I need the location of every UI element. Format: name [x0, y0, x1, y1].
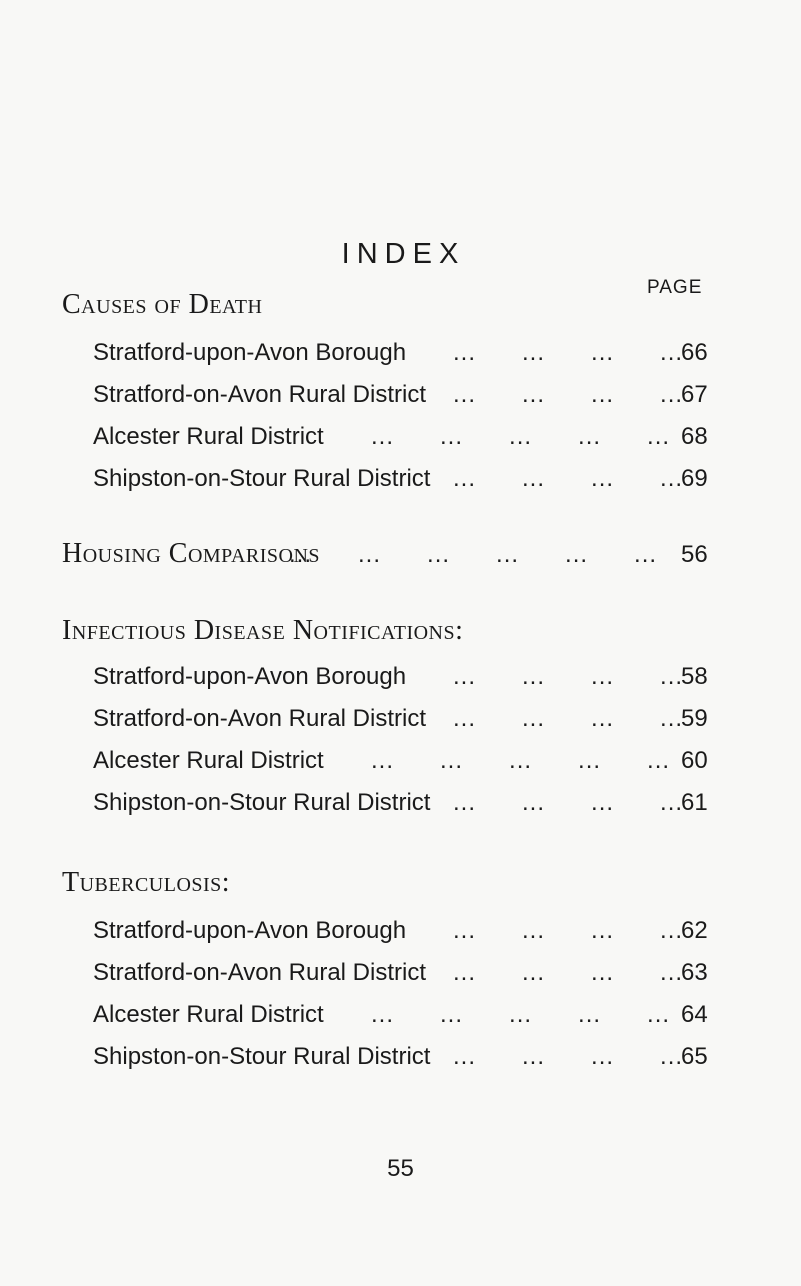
leader-dots: ... ... ... ...: [453, 465, 684, 492]
index-entry: [0, 1001, 801, 1041]
entry-page-number: 68: [681, 423, 708, 450]
index-entry: [0, 381, 801, 421]
entry-page-number: 62: [681, 917, 708, 944]
page-column-label: PAGE: [647, 277, 703, 298]
leader-dots: ... ... ... ...: [453, 917, 684, 944]
entry-page-number: 69: [681, 465, 708, 492]
index-entry: [0, 339, 801, 379]
index-entry: [0, 465, 801, 505]
index-entry: [0, 1043, 801, 1083]
index-entry: [0, 423, 801, 463]
entry-page-number: 60: [681, 747, 708, 774]
leader-dots: ... ... ... ...: [453, 959, 684, 986]
entry-label: Alcester Rural District: [93, 747, 324, 774]
entry-label: Stratford-on-Avon Rural District: [93, 381, 426, 408]
entry-label: Stratford-upon-Avon Borough: [93, 917, 407, 944]
leader-dots: ... ... ... ...: [453, 1043, 684, 1070]
page-folio-number: 55: [387, 1155, 414, 1182]
entry-label: Alcester Rural District: [93, 1001, 324, 1028]
entry-label: Stratford-on-Avon Rural District: [93, 705, 426, 732]
leader-dots: ... ... ... ... ...: [371, 423, 671, 450]
entry-page-number: 59: [681, 705, 708, 732]
leader-dots: ... ... ... ...: [453, 339, 684, 366]
index-entry: [0, 705, 801, 745]
index-entry-housing-comparisons: [0, 538, 801, 581]
entry-page-number: 65: [681, 1043, 708, 1070]
entry-page-number: 63: [681, 959, 708, 986]
entry-label: Stratford-on-Avon Rural District: [93, 959, 426, 986]
index-entry: [0, 663, 801, 703]
section-heading-causes-of-death: Causes of Death: [62, 289, 263, 320]
section-heading-infectious-disease: Infectious Disease Notifications:: [62, 615, 464, 646]
entry-page-number: 58: [681, 663, 708, 690]
index-entry: [0, 959, 801, 999]
index-entry: [0, 747, 801, 787]
leader-dots: ... ... ... ...: [453, 381, 684, 408]
index-entry: [0, 917, 801, 957]
leader-dots: ... ... ... ...: [453, 789, 684, 816]
entry-label: Stratford-upon-Avon Borough: [93, 663, 407, 690]
leader-dots: ... ... ... ... ...: [371, 747, 671, 774]
entry-page-number: 64: [681, 1001, 708, 1028]
leader-dots: ... ... ... ...: [453, 705, 684, 732]
entry-label: Housing Comparisons: [62, 538, 321, 569]
leader-dots: ... ... ... ... ...: [371, 1001, 671, 1028]
leader-dots: ... ... ... ...: [453, 663, 684, 690]
entry-label: Alcester Rural District: [93, 423, 324, 450]
entry-label: Shipston-on-Stour Rural District: [93, 465, 431, 492]
leader-dots: ... ... ... ... ... ...: [289, 541, 658, 568]
entry-page-number: 56: [681, 541, 708, 568]
section-heading-tuberculosis: Tuberculosis:: [62, 867, 231, 898]
page-title: INDEX: [341, 238, 466, 270]
index-entry: [0, 789, 801, 829]
entry-page-number: 66: [681, 339, 708, 366]
entry-label: Shipston-on-Stour Rural District: [93, 1043, 431, 1070]
entry-label: Stratford-upon-Avon Borough: [93, 339, 407, 366]
entry-page-number: 67: [681, 381, 708, 408]
entry-label: Shipston-on-Stour Rural District: [93, 789, 431, 816]
entry-page-number: 61: [681, 789, 708, 816]
